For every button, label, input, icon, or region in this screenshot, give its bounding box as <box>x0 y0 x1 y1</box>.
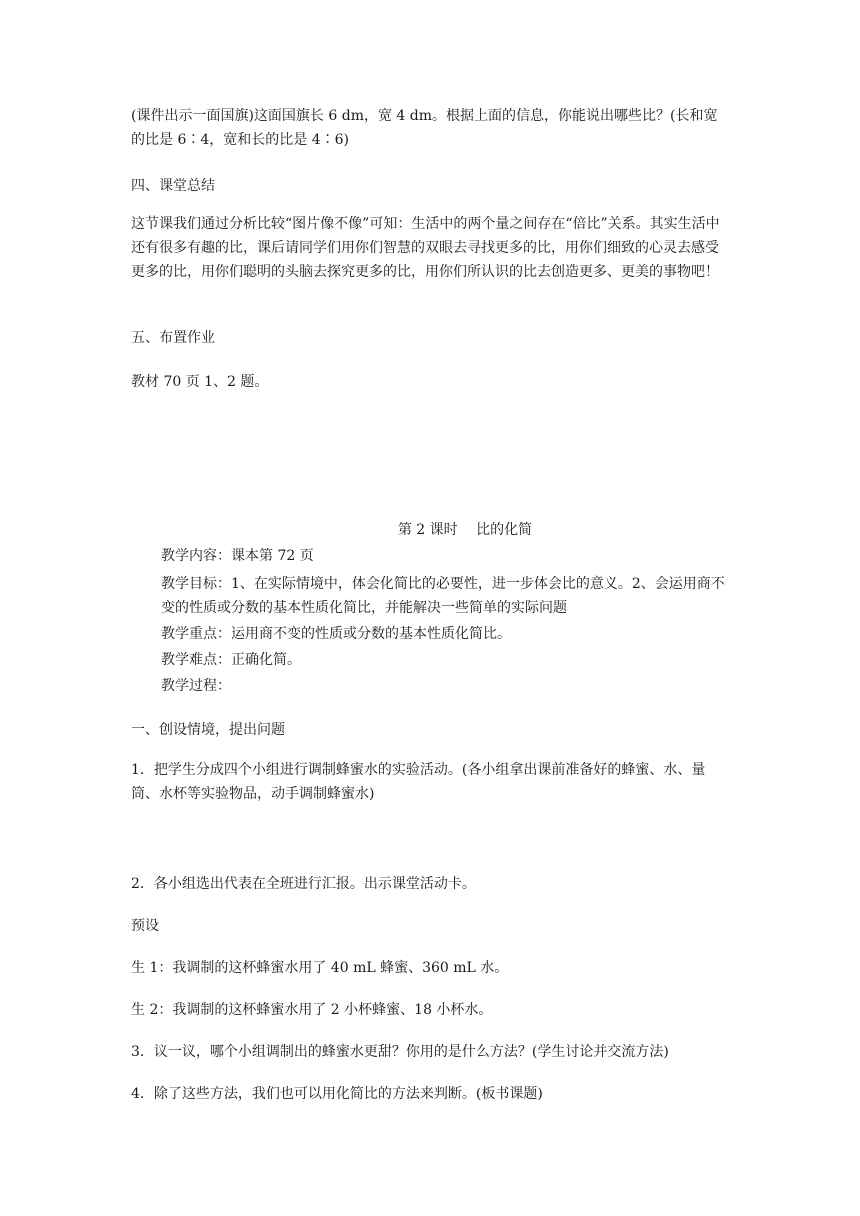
preset-label: 预设 <box>131 918 159 934</box>
teaching-content: 教学内容：课本第 72 页 <box>161 548 314 564</box>
paragraph-flag-ratio: (课件出示一面国旗)这面国旗长 6 dm，宽 4 dm。根据上面的信息，你能说出哪些比？(长和宽的比是 6∶4，宽和长的比是 4∶6) <box>131 108 718 148</box>
student-two: 生 2：我调制的这杯蜂蜜水用了 2 小杯蜂蜜、18 小杯水。 <box>131 1002 493 1018</box>
student-one: 生 1：我调制的这杯蜂蜜水用了 40 mL 蜂蜜、360 mL 水。 <box>131 960 509 976</box>
teaching-goal: 教学目标：1、在实际情境中，体会化简比的必要性，进一步体会比的意义。2、会运用商不变的性质或分数的基本性质化简比，并能解决一些简单的实际问题 <box>161 576 725 616</box>
item-three: 3．议一议，哪个小组调制出的蜂蜜水更甜？你用的是什么方法？(学生讨论并交流方法) <box>131 1044 669 1060</box>
paragraph-summary: 这节课我们通过分析比较“图片像不像”可知：生活中的两个量之间存在“倍比”关系。其实生活中还有很多有趣的比，课后请同学们用你们智慧的双眼去寻找更多的比，用你们细致的心灵去感受更多的比，用你们聪明的头脑去探究更多的比，用你们所认识的比去创造更多、更美的事物吧！ <box>131 216 720 280</box>
paragraph-homework: 教材 70 页 1、2 题。 <box>131 374 269 390</box>
heading-summary: 四、课堂总结 <box>131 178 215 194</box>
teaching-process: 教学过程： <box>161 678 231 694</box>
lesson-title: 第 2 课时 比的化简 <box>397 522 533 538</box>
item-four: 4．除了这些方法，我们也可以用化简比的方法来判断。(板书课题) <box>131 1086 543 1102</box>
item-one: 1．把学生分成四个小组进行调制蜂蜜水的实验活动。(各小组拿出课前准备好的蜂蜜、水、量筒、水杯等实验物品，动手调制蜂蜜水) <box>131 762 706 802</box>
teaching-difficulty: 教学难点：正确化简。 <box>161 652 301 668</box>
heading-homework: 五、布置作业 <box>131 330 215 346</box>
teaching-key-point: 教学重点：运用商不变的性质或分数的基本性质化简比。 <box>161 626 511 642</box>
section-heading-one: 一、创设情境，提出问题 <box>131 722 285 738</box>
item-two: 2．各小组选出代表在全班进行汇报。出示课堂活动卡。 <box>131 876 476 892</box>
